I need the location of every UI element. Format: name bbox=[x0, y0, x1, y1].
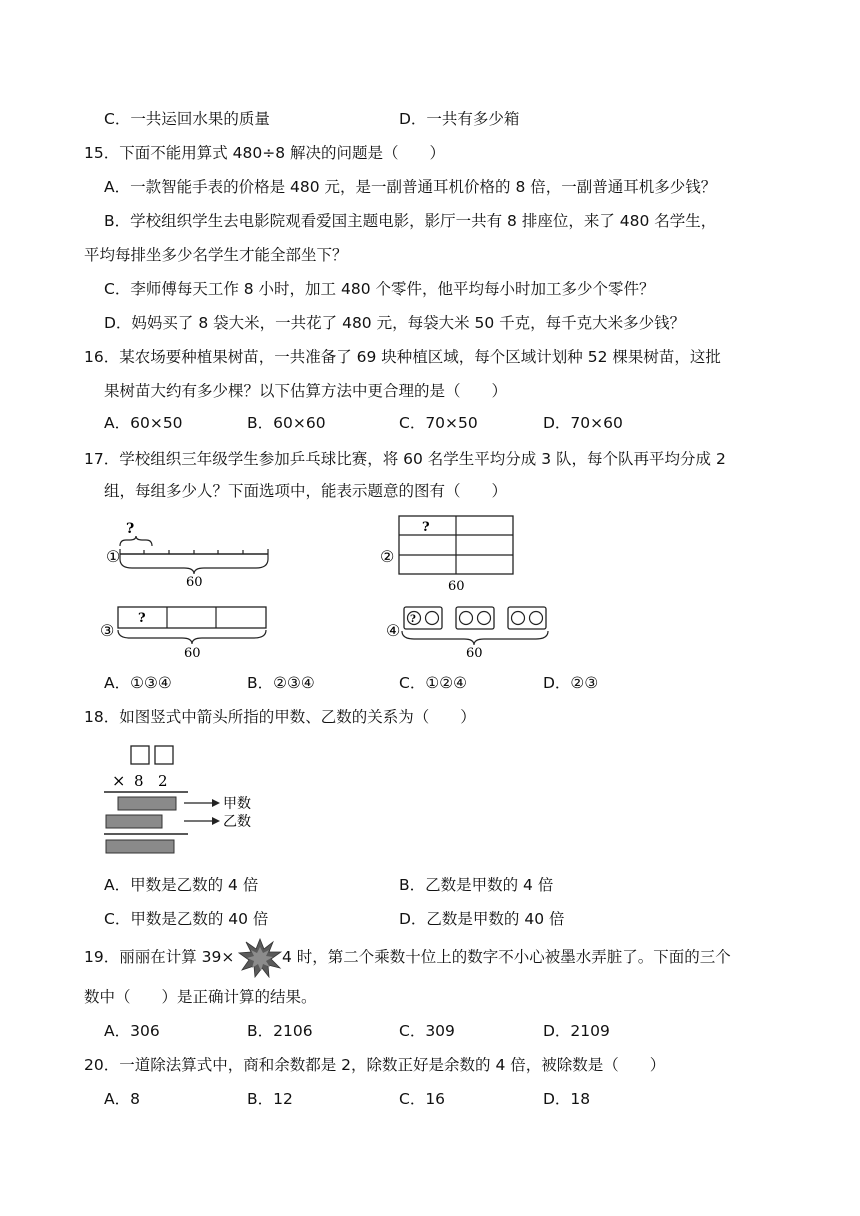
figure-2-question-mark: ? bbox=[422, 520, 430, 535]
q17-figure-3 bbox=[98, 604, 278, 660]
figure-3-question-mark: ? bbox=[138, 611, 146, 626]
q20-stem: 20．一道除法算式中，商和余数都是 2，除数正好是余数的 4 倍，被除数是（ ） bbox=[84, 1056, 666, 1074]
q15-option-c: C．李师傅每天工作 8 小时，加工 480 个零件，他平均每小时加工多少个零件？ bbox=[104, 280, 655, 298]
q20-option-a: A．8 bbox=[104, 1090, 140, 1108]
q19-option-c: C．309 bbox=[399, 1022, 455, 1040]
q17-option-c: C．①②④ bbox=[399, 674, 468, 692]
q18-stem: 18．如图竖式中箭头所指的甲数、乙数的关系为（ ） bbox=[84, 708, 476, 726]
figure-1-marker: ① bbox=[106, 547, 121, 566]
q16-stem-line1: 16．某农场要种植果树苗，一共准备了 69 块种植区域，每个区域计划种 52 棵果树苗，这批 bbox=[84, 348, 721, 366]
figure-4-total: 60 bbox=[466, 646, 483, 660]
multiplier-digit-2: 2 bbox=[158, 772, 168, 790]
q14-option-c: C．一共运回水果的质量 bbox=[104, 110, 270, 128]
q17-figure-2 bbox=[378, 512, 518, 594]
q16-option-a: A．60×50 bbox=[104, 414, 183, 432]
digit-box-1 bbox=[131, 746, 149, 764]
q18-option-c: C．甲数是乙数的 40 倍 bbox=[104, 910, 269, 928]
q17-option-d: D．②③ bbox=[543, 674, 599, 692]
figure-4-group-2 bbox=[456, 607, 494, 629]
figure-3-marker: ③ bbox=[100, 621, 115, 640]
jia-label: 甲数 bbox=[223, 796, 251, 812]
q19-option-d: D．2109 bbox=[543, 1022, 610, 1040]
figure-4-group-3 bbox=[508, 607, 546, 629]
q17-stem-line2: 组，每组多少人？下面选项中，能表示题意的图有（ ） bbox=[104, 482, 508, 500]
q16-option-b: B．60×60 bbox=[247, 414, 326, 432]
figure-1-top-brace bbox=[120, 536, 152, 546]
q16-stem-line2: 果树苗大约有多少棵？以下估算方法中更合理的是（ ） bbox=[104, 382, 508, 400]
q17-option-b: B．②③④ bbox=[247, 674, 315, 692]
figure-4-brace bbox=[402, 631, 548, 645]
times-sign: × bbox=[112, 771, 126, 790]
product-box bbox=[106, 840, 174, 853]
digit-box-2 bbox=[155, 746, 173, 764]
q19-option-b: B．2106 bbox=[247, 1022, 313, 1040]
q15-stem: 15．下面不能用算式 480÷8 解决的问题是（ ） bbox=[84, 144, 446, 162]
q18-vertical-multiplication-figure bbox=[100, 742, 270, 860]
figure-1-bottom-brace bbox=[120, 559, 268, 574]
q19-stem-line2: 数中（ ）是正确计算的结果。 bbox=[84, 988, 317, 1006]
q17-figure-1 bbox=[98, 516, 278, 588]
figure-3-brace bbox=[118, 630, 266, 644]
jia-number-box bbox=[118, 797, 176, 810]
figure-1-total: 60 bbox=[186, 575, 203, 588]
q18-option-d: D．乙数是甲数的 40 倍 bbox=[399, 910, 565, 928]
q15-option-b-line2: 平均每排坐多少名学生才能全部坐下？ bbox=[84, 246, 348, 264]
q19-stem-after-blot: 4 时，第二个乘数十位上的数字不小心被墨水弄脏了。下面的三个 bbox=[282, 948, 731, 966]
q19-stem-before-blot: 19．丽丽在计算 39× bbox=[84, 948, 235, 966]
figure-2-marker: ② bbox=[380, 547, 395, 566]
q15-option-d: D．妈妈买了 8 袋大米，一共花了 480 元，每袋大米 50 千克，每千克大米多少钱？ bbox=[104, 314, 686, 332]
figure-3-total: 60 bbox=[184, 646, 201, 660]
q17-option-a: A．①③④ bbox=[104, 674, 172, 692]
q16-option-c: C．70×50 bbox=[399, 414, 478, 432]
q20-option-b: B．12 bbox=[247, 1090, 293, 1108]
figure-4-marker: ④ bbox=[386, 621, 401, 640]
ink-blot-icon bbox=[238, 938, 282, 978]
q17-figure-4 bbox=[384, 604, 554, 660]
q14-option-d: D．一共有多少箱 bbox=[399, 110, 520, 128]
figure-4-question-mark: ? bbox=[410, 614, 416, 625]
q19-option-a: A．306 bbox=[104, 1022, 160, 1040]
q17-stem-line1: 17．学校组织三年级学生参加乒乓球比赛，将 60 名学生平均分成 3 队，每个队再平均分成 2 bbox=[84, 450, 726, 468]
q18-option-a: A．甲数是乙数的 4 倍 bbox=[104, 876, 259, 894]
q16-option-d: D．70×60 bbox=[543, 414, 623, 432]
multiplier-digit-1: 8 bbox=[134, 772, 144, 790]
figure-1-question-mark: ? bbox=[126, 521, 135, 537]
figure-4-group-1 bbox=[404, 607, 442, 629]
yi-label: 乙数 bbox=[223, 814, 251, 830]
q20-option-d: D．18 bbox=[543, 1090, 591, 1108]
q15-option-a: A．一款智能手表的价格是 480 元，是一副普通耳机价格的 8 倍，一副普通耳机多少钱？ bbox=[104, 178, 717, 196]
q15-option-b-line1: B．学校组织学生去电影院观看爱国主题电影，影厅一共有 8 排座位，来了 480 名学生， bbox=[104, 212, 717, 230]
q20-option-c: C．16 bbox=[399, 1090, 446, 1108]
figure-2-total: 60 bbox=[448, 579, 465, 594]
yi-number-box bbox=[106, 815, 162, 828]
q18-option-b: B．乙数是甲数的 4 倍 bbox=[399, 876, 554, 894]
